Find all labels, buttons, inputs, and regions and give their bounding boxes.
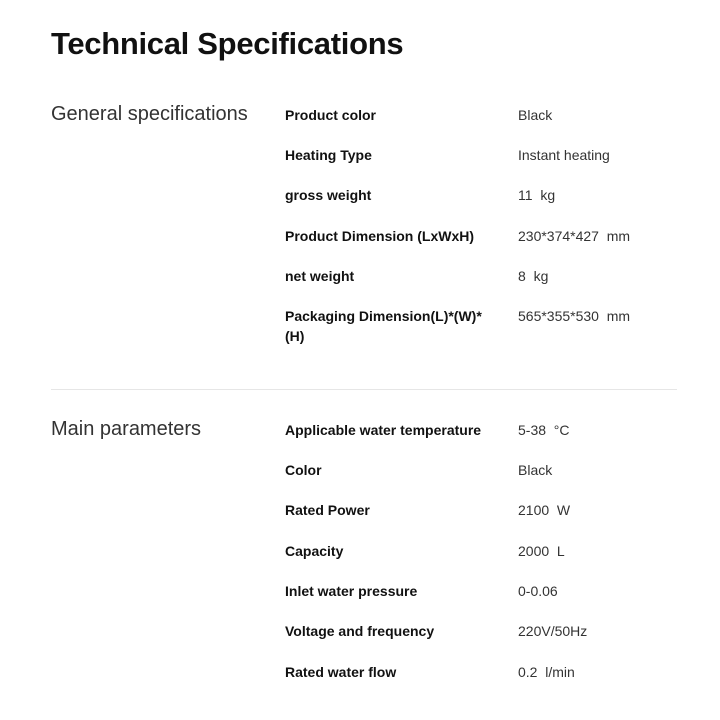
spec-label: Applicable water temperature	[285, 422, 482, 438]
section-heading-main: Main parameters	[51, 418, 202, 440]
spec-label: Heating Type	[285, 147, 372, 163]
section-heading-general: General specifications	[51, 103, 248, 125]
spec-value: 8 kg	[518, 268, 549, 284]
spec-label: Product Dimension (LxWxH)	[285, 228, 475, 244]
spec-label: gross weight	[285, 187, 372, 203]
spec-value: 230*374*427 mm	[518, 228, 631, 244]
spec-label: Capacity	[285, 543, 344, 559]
spec-label: Rated water flow	[285, 664, 397, 680]
spec-label: Rated Power	[285, 502, 370, 518]
spec-label: Voltage and frequency	[285, 623, 435, 639]
spec-value: Black	[518, 462, 553, 478]
spec-value: 2100 W	[518, 502, 571, 518]
section-divider	[51, 389, 677, 390]
spec-value: 2000 L	[518, 543, 565, 559]
spec-value: 565*355*530 mm	[518, 308, 631, 324]
spec-label: net weight	[285, 268, 355, 284]
spec-value: 5-38 °C	[518, 422, 570, 438]
spec-value: 0.2 l/min	[518, 664, 575, 680]
spec-value: 0-0.06	[518, 583, 558, 599]
spec-label: Packaging Dimension(L)*(W)*(H)	[285, 308, 482, 344]
spec-value: Instant heating	[518, 147, 610, 163]
spec-label: Product color	[285, 107, 377, 123]
spec-label: Inlet water pressure	[285, 583, 418, 599]
spec-value: 11 kg	[518, 187, 556, 203]
spec-value: Black	[518, 107, 553, 123]
page-title: Technical Specifications	[51, 26, 404, 61]
spec-value: 220V/50Hz	[518, 623, 588, 639]
spec-label: Color	[285, 462, 322, 478]
